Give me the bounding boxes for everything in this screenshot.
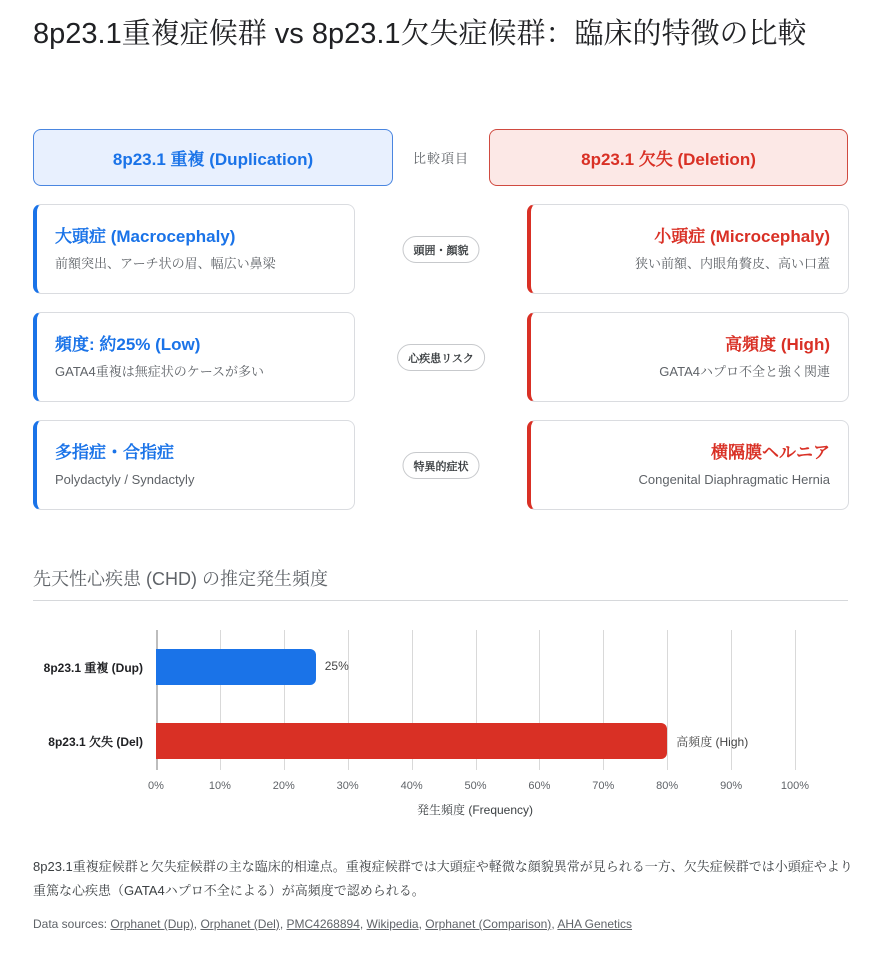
del-card-specific-symptom [527, 420, 849, 510]
data-sources-prefix: Data sources: [33, 917, 108, 931]
category-pill-head-face: 頭囲・顔貌 [403, 236, 480, 263]
page-title: 8p23.1重複症候群 vs 8p23.1欠失症候群：臨床的特徴の比較 [33, 18, 807, 50]
x-tick-label: 30% [336, 780, 359, 792]
x-tick-label: 90% [720, 780, 743, 792]
x-tick-label: 40% [400, 780, 423, 792]
dup-card-heart-risk [33, 312, 355, 402]
del-card-detail: Congenital Diaphragmatic Hernia [638, 472, 830, 487]
dup-card-specific-symptom [33, 420, 355, 510]
duplication-header-label: 8p23.1 重複 (Duplication) [112, 150, 314, 169]
del-card-detail: GATA4ハプロ不全と強く関連 [659, 364, 830, 379]
comparison-item-header: 比較項目 [412, 151, 469, 166]
gridline [667, 630, 668, 770]
dup-card-detail: Polydactyly / Syndactyly [55, 472, 195, 487]
source-link[interactable]: Orphanet (Dup) [110, 917, 194, 931]
category-pill-heart-risk: 心疾患リスク [397, 344, 485, 371]
del-card-head-face [527, 204, 849, 294]
source-link[interactable]: PMC4268894 [286, 917, 360, 931]
deletion-header-label: 8p23.1 欠失 (Deletion) [581, 150, 756, 169]
dup-card-title: 多指症・合指症 [55, 443, 174, 462]
del-card-title: 小頭症 (Microcephaly) [654, 227, 830, 246]
bar-value-label: 25% [324, 659, 349, 673]
del-card-title: 横隔膜ヘルニア [711, 443, 830, 462]
deletion-header [489, 129, 848, 186]
duplication-header [33, 129, 393, 186]
bar[interactable] [156, 723, 667, 759]
x-tick-label: 60% [528, 780, 551, 792]
x-axis-title: 発生頻度 (Frequency) [416, 803, 534, 817]
source-link[interactable]: Orphanet (Comparison) [425, 917, 552, 931]
category-label: 8p23.1 重複 (Dup) [43, 661, 143, 675]
data-sources: Data sources: Orphanet (Dup), Orphanet (Del), PMC4268894, Wikipedia, Orphanet (Comparison), AHA Genetics [33, 917, 633, 931]
bar-value-label: 高頻度 (High) [676, 735, 749, 749]
x-tick-label: 20% [272, 780, 295, 792]
category-label: 8p23.1 欠失 (Del) [48, 735, 143, 749]
x-tick-label: 10% [208, 780, 231, 792]
source-link[interactable]: Wikipedia [366, 917, 419, 931]
dup-card-head-face [33, 204, 355, 294]
category-pill-specific-symptom: 特異的症状 [403, 452, 480, 479]
del-card-heart-risk [527, 312, 849, 402]
source-link[interactable]: AHA Genetics [557, 917, 633, 931]
section-divider [33, 600, 848, 601]
dup-card-detail: GATA4重複は無症状のケースが多い [55, 364, 265, 379]
del-card-title: 高頻度 (High) [725, 335, 830, 354]
bar-chart-plot-area [156, 630, 795, 770]
x-tick-label: 0% [148, 780, 164, 792]
chart-title: 先天性心疾患 (CHD) の推定発生頻度 [33, 569, 328, 589]
del-card-detail: 狭い前額、内眼角贅皮、高い口蓋 [634, 256, 830, 271]
figure-caption: 8p23.1重複症候群と欠失症候群の主な臨床的相違点。重複症候群では大頭症や軽微な顔貌異常が見られる一方、欠失症候群では小頭症やより重篤な心疾患（GATA4ハプロ不全による）が高頻度で認められる。 [33, 859, 853, 898]
x-tick-label: 70% [592, 780, 615, 792]
dup-card-title: 頻度: 約25% (Low) [55, 335, 201, 354]
source-link[interactable]: Orphanet (Del) [200, 917, 280, 931]
x-tick-label: 50% [464, 780, 487, 792]
gridline [795, 630, 796, 770]
x-tick-label: 100% [780, 780, 810, 792]
dup-card-detail: 前額突出、アーチ状の眉、幅広い鼻梁 [55, 256, 276, 271]
x-tick-label: 80% [656, 780, 679, 792]
bar[interactable] [156, 649, 316, 685]
dup-card-title: 大頭症 (Macrocephaly) [55, 227, 236, 246]
